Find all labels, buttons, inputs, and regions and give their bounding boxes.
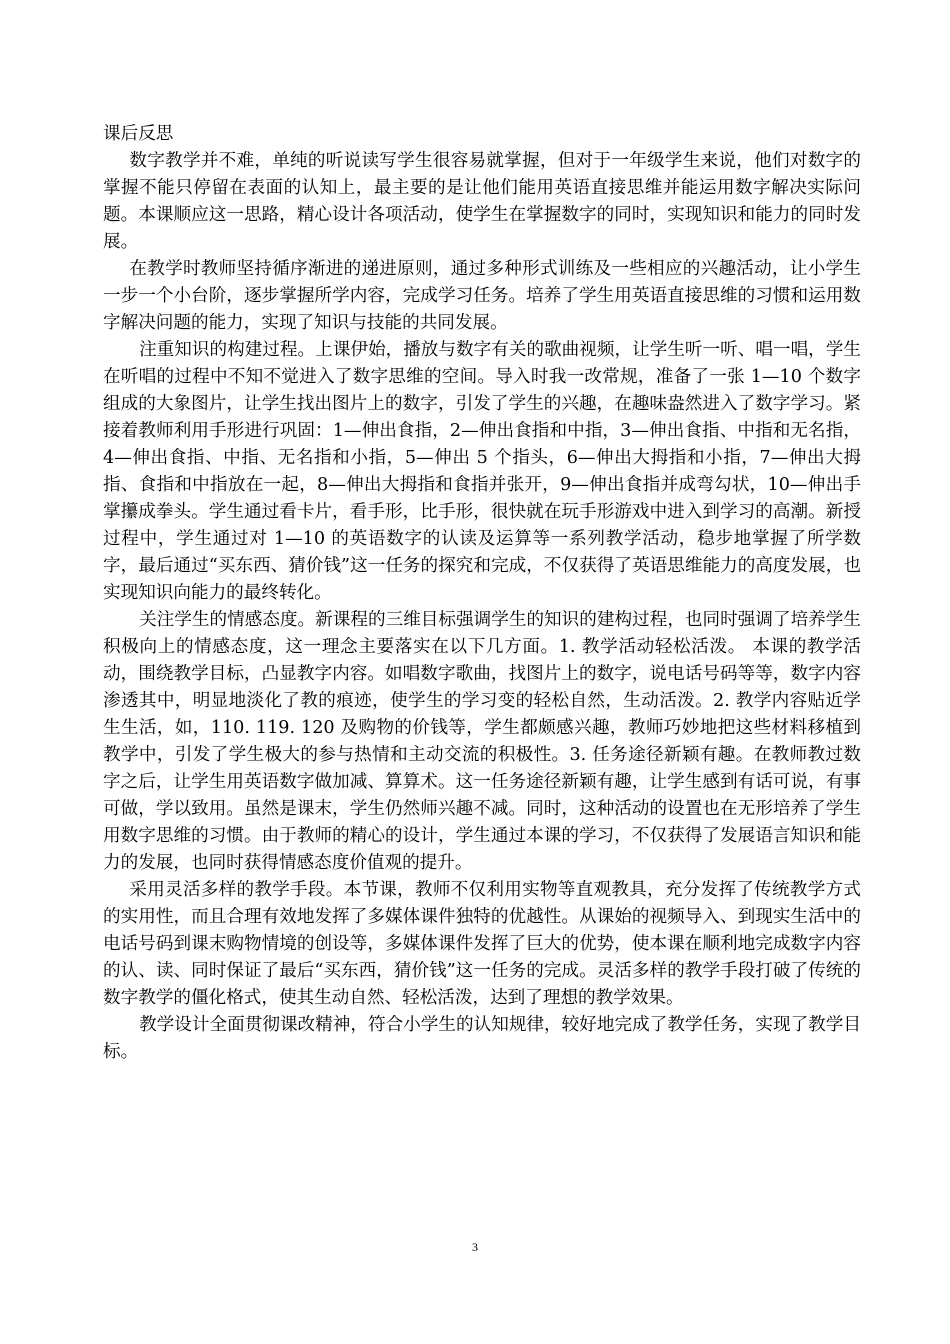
paragraph-2: 在教学时教师坚持循序渐进的递进原则，通过多种形式训练及一些相应的兴趣活动，让小学生一步一个小台阶，逐步掌握所学内容，完成学习任务。培养了学生用英语直接思维的习惯和运用数字解决问题的能力，实现了知识与技能的共同发展。 xyxy=(103,259,861,333)
page-number: 3 xyxy=(472,1240,478,1254)
paragraph-6: 教学设计全面贯彻课改精神，符合小学生的认知规律，较好地完成了教学任务，实现了教学目标。 xyxy=(103,1015,861,1062)
paragraph-5: 采用灵活多样的教学手段。本节课，教师不仅利用实物等直观教具，充分发挥了传统教学方式的实用性，而且合理有效地发挥了多媒体课件独特的优越性。从课始的视频导入、到现实生活中的电话号码到课末购物情境的创设等，多媒体课件发挥了巨大的优势，使本课在顺利地完成数字内容的认、读、同时保证了最后“买东西，猜价钱”这一任务的完成。灵活多样的教学手段打破了传统的数字教学的僵化格式，使其生动自然、轻松活泼，达到了理想的教学效果。 xyxy=(103,880,861,1008)
document-body xyxy=(103,121,861,1066)
section-title: 课后反思 xyxy=(103,124,174,144)
paragraph-1: 数字教学并不难，单纯的听说读写学生很容易就掌握，但对于一年级学生来说，他们对数字的掌握不能只停留在表面的认知上，最主要的是让他们能用英语直接思维并能运用数字解决实际问题。本课顺应这一思路，精心设计各项活动，使学生在掌握数字的同时，实现知识和能力的同时发展。 xyxy=(103,151,861,252)
paragraph-4: 关注学生的情感态度。新课程的三维目标强调学生的知识的建构过程，也同时强调了培养学生积极向上的情感态度，这一理念主要落实在以下几方面。1. 教学活动轻松活泼。 本课的教学活动，围绕教学目标，凸显教字内容。如唱数字歌曲，找图片上的数字，说电话号码等等，数字内容渗透其中，明显地淡化了教的痕迹，使学生的学习变的轻松自然，生动活泼。2. 教学内容贴近学生生活，如，110. 119. 120 及购物的价钱等，学生都颇感兴趣，教师巧妙地把这些材料移植到教学中，引发了学生极大的参与热情和主动交流的积极性。3. 任务途径新颖有趣。在教师教过数字之后，让学生用英语数字做加减、算算术。这一任务途径新颖有趣，让学生感到有话可说，有事可做，学以致用。虽然是课末，学生仍然师兴趣不减。同时，这种活动的设置也在无形培养了学生用数字思维的习惯。由于教师的精心的设计，学生通过本课的学习，不仅获得了发展语言知识和能力的发展，也同时获得情感态度价值观的提升。 xyxy=(103,610,861,873)
paragraph-3: 注重知识的构建过程。上课伊始，播放与数字有关的歌曲视频，让学生听一听、唱一唱，学生在听唱的过程中不知不觉进入了数字思维的空间。导入时我一改常规，准备了一张 1—10 个数字组成的大象图片，让学生找出图片上的数字，引发了学生的兴趣，在趣味盎然进入了数字学习。紧接着教师利用手形进行巩固：1—伸出食指，2—伸出食指和中指，3—伸出食指、中指和无名指，4—伸出食指、中指、无名指和小指，5—伸出 5 个指头，6—伸出大拇指和小指，7—伸出大拇指、食指和中指放在一起，8—伸出大拇指和食指并张开，9—伸出食指并成弯勾状，10—伸出手掌攥成拳头。学生通过看卡片，看手形，比手形，很快就在玩手形游戏中进入到学习的高潮。新授过程中，学生通过对 1—10 的英语数字的认读及运算等一系列教学活动，稳步地掌握了所学数字，最后通过“买东西、猜价钱”这一任务的探究和完成，不仅获得了英语思维能力的高度发展，也实现知识向能力的最终转化。 xyxy=(103,340,861,603)
